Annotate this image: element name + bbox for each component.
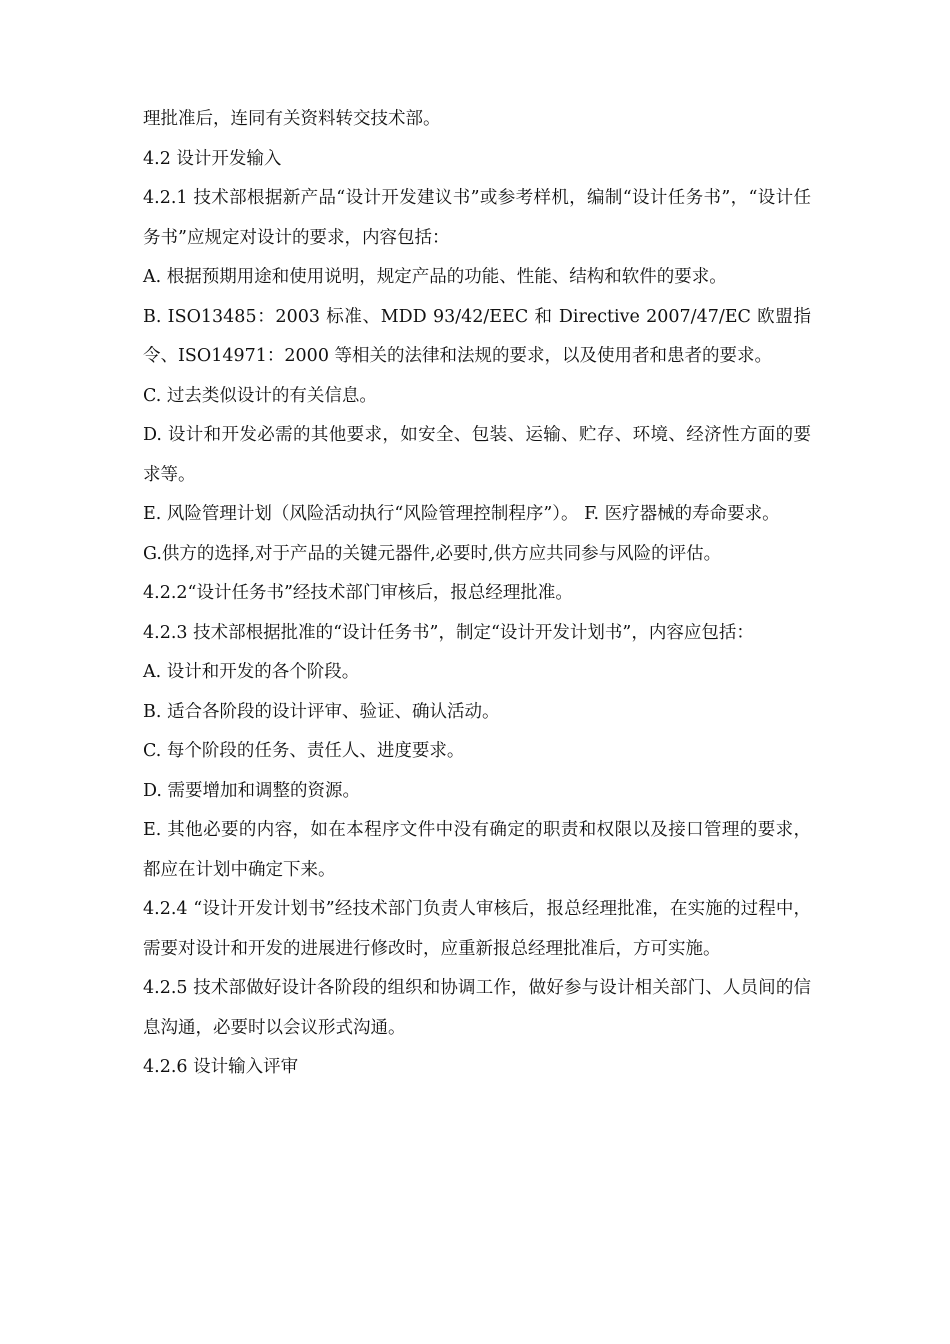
heading-4-2-6-input-review: 4.2.6 设计输入评审: [143, 1057, 299, 1077]
list-item-b-standards: B. ISO13485：2003 标准、MDD 93/42/EEC 和 Directive 2007/47/EC 欧盟指令、ISO14971：2000 等相关的法律和法规的要求，以及使用者和患者的要求。: [143, 306, 811, 366]
document-body: [143, 100, 811, 1088]
list-item-a-stages: A. 设计和开发的各个阶段。: [143, 662, 360, 682]
paragraph-4-2-3: 4.2.3 技术部根据批准的“设计任务书”，制定“设计开发计划书”，内容应包括：: [143, 622, 754, 643]
list-item-b-reviews: B. 适合各阶段的设计评审、验证、确认活动。: [143, 701, 500, 722]
list-item-e-f-risk-lifetime: E. 风险管理计划（风险活动执行“风险管理控制程序”）。 F. 医疗器械的寿命要求。: [143, 504, 780, 524]
paragraph-4-2-5: 4.2.5 技术部做好设计各阶段的组织和协调工作，做好参与设计相关部门、人员间的信息沟通，必要时以会议形式沟通。: [143, 978, 811, 1038]
list-item-e-other: E. 其他必要的内容，如在本程序文件中没有确定的职责和权限以及接口管理的要求，都应在计划中确定下来。: [143, 820, 811, 880]
paragraph-approval-continuation: 理批准后，连同有关资料转交技术部。: [143, 109, 441, 129]
list-item-g-supplier: G.供方的选择,对于产品的关键元器件,必要时,供方应共同参与风险的评估。: [143, 543, 722, 564]
list-item-a-functions: A. 根据预期用途和使用说明，规定产品的功能、性能、结构和软件的要求。: [143, 267, 727, 287]
paragraph-4-2-1: 4.2.1 技术部根据新产品“设计开发建议书”或参考样机，编制“设计任务书”，“设计任务书”应规定对设计的要求，内容包括：: [143, 188, 811, 248]
paragraph-4-2-4: 4.2.4 “设计开发计划书”经技术部门负责人审核后，报总经理批准，在实施的过程中，需要对设计和开发的进展进行修改时，应重新报总经理批准后，方可实施。: [143, 899, 811, 959]
paragraph-4-2-2: 4.2.2“设计任务书”经技术部门审核后，报总经理批准。: [143, 583, 573, 603]
list-item-d-other-requirements: D. 设计和开发必需的其他要求，如安全、包装、运输、贮存、环境、经济性方面的要求等。: [143, 425, 811, 485]
list-item-d-resources: D. 需要增加和调整的资源。: [143, 780, 361, 801]
list-item-c-past-designs: C. 过去类似设计的有关信息。: [143, 385, 377, 406]
list-item-c-tasks: C. 每个阶段的任务、责任人、进度要求。: [143, 741, 465, 761]
heading-4-2-design-input: 4.2 设计开发输入: [143, 148, 282, 169]
